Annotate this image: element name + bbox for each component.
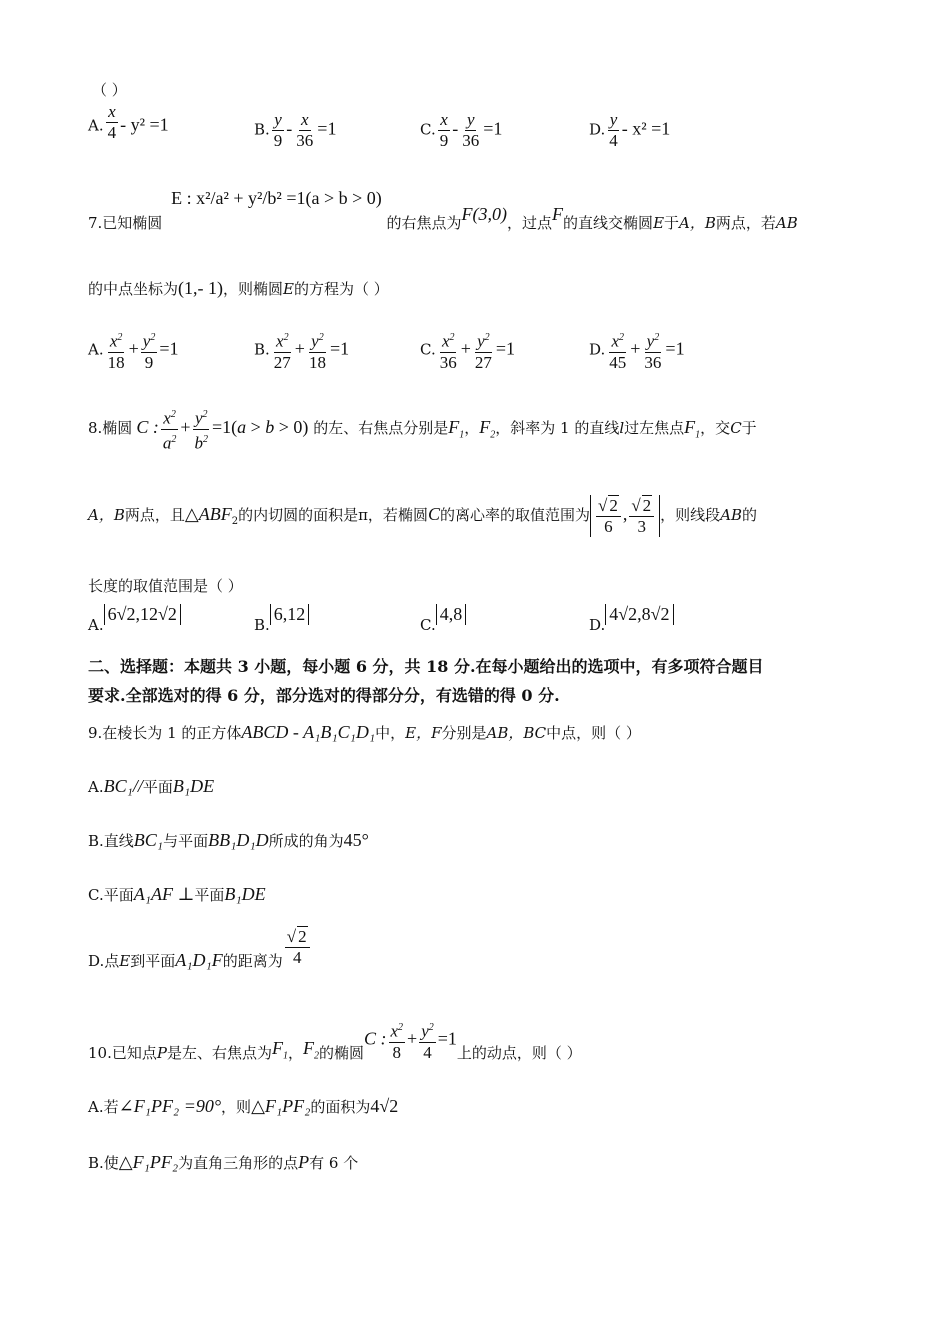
q8-line3: 长度的取值范围是（ ） — [88, 577, 243, 595]
q9-option-d[interactable]: D.点E到平面A₁D₁F的距离为 $\frac{√ 2}{4}$ — [88, 950, 312, 971]
option-label: A. — [88, 616, 104, 634]
option-label: D. — [589, 120, 606, 139]
q6-option-c[interactable]: C. $\frac{x}{9}$ - $\frac{y}{36}$ =1 — [420, 110, 503, 150]
q10-stem: 10.已知点P是左、右焦点为$F_1$，$F_2$的椭圆C : $\frac{x^2}{8}$ + $\frac{y^2}{4}$ =1上的动点，则（ ） — [88, 1018, 582, 1063]
q7-option-c[interactable]: C. $\frac{x^2}{36}$ + $\frac{y^2}{27}$ =1 — [420, 328, 515, 373]
q9-option-a[interactable]: A.BC₁//平面B₁DE — [88, 776, 215, 796]
q7-option-a[interactable]: A. $\frac{x^2}{18}$ + $\frac{y^2}{9}$ =1 — [88, 328, 178, 373]
q7-line2: 的中点坐标为(1,- 1)，则椭圆E的方程为（ ） — [88, 278, 389, 298]
option-label: B. — [254, 616, 270, 634]
q6-option-a[interactable]: A. $\frac{x}{4}$ - y² =1 — [88, 102, 169, 142]
q6-option-d[interactable]: D. $\frac{y}{4}$ - x² =1 — [589, 110, 671, 150]
q8-option-b[interactable]: B.6,12 — [254, 604, 309, 625]
q6-option-b[interactable]: B. $\frac{y}{9}$ - $\frac{x}{36}$ =1 — [254, 110, 337, 150]
option-label: C. — [420, 120, 436, 139]
q9-option-c[interactable]: C.平面A₁AF ⊥平面B₁DE — [88, 884, 266, 904]
q8-line1: 8.椭圆 C : $\frac{x^2}{a^2}$ + $\frac{y^2}{b^2}$ =1(a > b > 0) 的左、右焦点分别是$F_1$，$F_2$，斜率为 1 的直线l过左焦点$F_1$，交C于 — [88, 405, 757, 453]
option-label: A. — [88, 116, 104, 135]
q7-line1: 7.已知椭圆 E : x²/a² + y²/b² =1(a > b > 0) 的右焦点为F(3,0)，过点F的直线交椭圆E于A，B两点，若AB — [88, 188, 798, 232]
option-label: A. — [88, 340, 104, 359]
q6-bracket: （ ） — [92, 81, 127, 99]
option-label: B. — [254, 340, 270, 359]
q10-option-a[interactable]: A.若∠F₁PF₂ =90°，则△F₁PF₂的面积为4√2 — [88, 1096, 399, 1116]
option-label: B. — [254, 120, 270, 139]
q8-option-a[interactable]: A.6√2,12√2 — [88, 604, 181, 625]
option-label: C. — [420, 340, 436, 359]
option-label: D. — [589, 616, 606, 634]
q10-option-b[interactable]: B.使△F₁PF₂为直角三角形的点P有 6 个 — [88, 1152, 359, 1172]
q7-option-b[interactable]: B. $\frac{x^2}{27}$ + $\frac{y^2}{18}$ =1 — [254, 328, 349, 373]
q9-stem: 9.在棱长为 1 的正方体ABCD - A₁B₁C₁D₁中，E，F分别是AB，BC中点，则（ ） — [88, 722, 641, 742]
option-label: D. — [589, 340, 606, 359]
section2-heading-2: 要求.全部选对的得 6 分，部分选对的得部分分，有选错的得 0 分. — [88, 686, 560, 705]
q8-option-d[interactable]: D.4√2,8√2 — [589, 604, 674, 625]
q8-line2: A，B两点，且$\triangle ABF_2$的内切圆的面积是π，若椭圆C的离心率的取值范围为 $\frac{√ 2}{6}$ , $\frac{√ 2}{3}$ ，则线段AB的 — [88, 496, 758, 536]
option-label: C. — [420, 616, 436, 634]
section2-heading: 二、选择题：本题共 3 小题，每小题 6 分，共 18 分.在每小题给出的选项中，有多项符合题目 — [88, 657, 764, 676]
q8-option-c[interactable]: C.4,8 — [420, 604, 466, 625]
q9-option-b[interactable]: B.直线BC₁与平面BB₁D₁D所成的角为45° — [88, 830, 369, 850]
q7-ellipse-eq: E : x²/a² + y²/b² =1(a > b > 0) — [171, 188, 382, 208]
q7-option-d[interactable]: D. $\frac{x^2}{45}$ + $\frac{y^2}{36}$ =1 — [589, 328, 685, 373]
